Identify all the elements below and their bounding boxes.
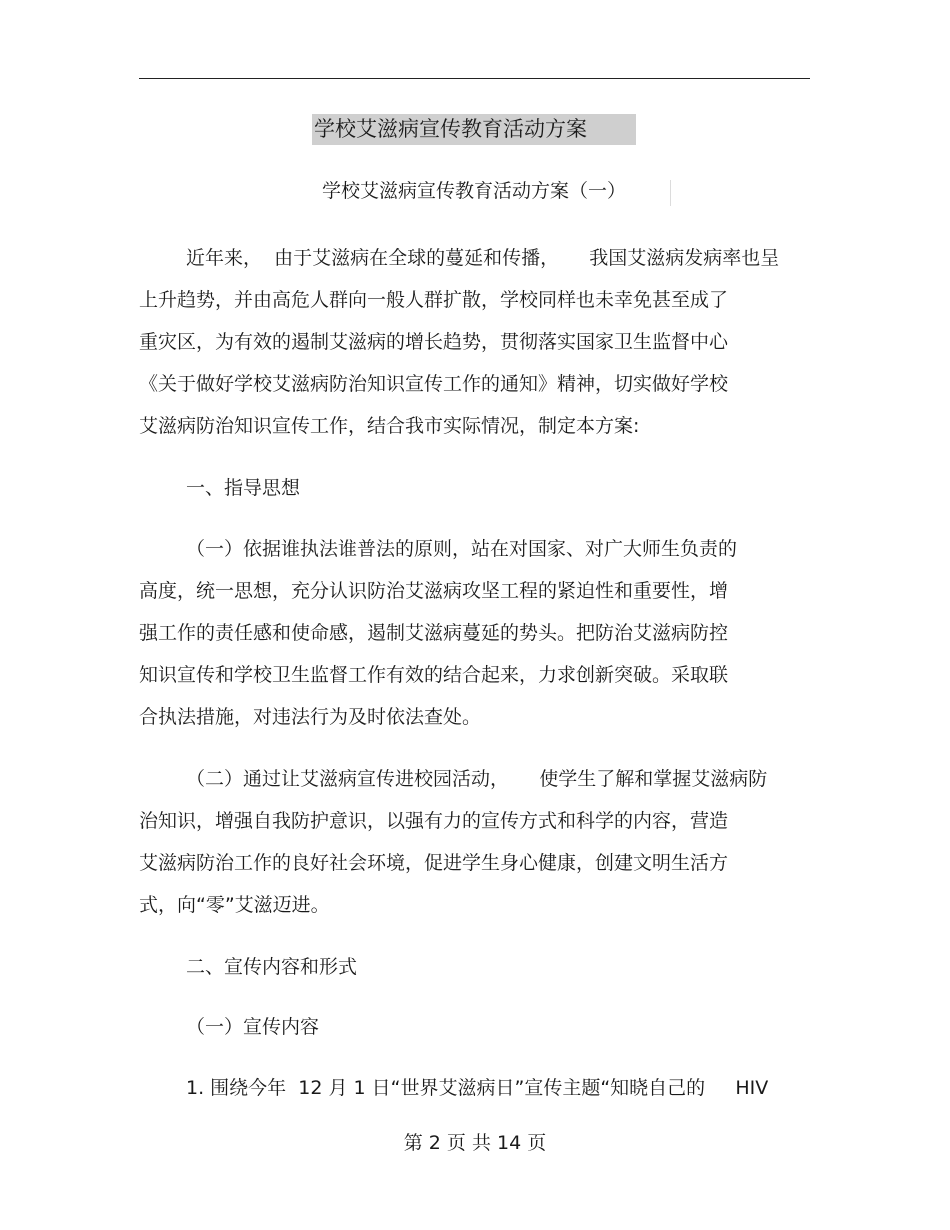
body-line: 艾滋病防治工作的良好社会环境，促进学生身心健康，创建文明生活方 [139,852,729,874]
body-line: 艾滋病防治知识宣传工作，结合我市实际情况，制定本方案: [139,415,640,437]
body-line: 1. 围绕今年 12 月 1 日“世界艾滋病日”宣传主题“知晓自己的 HIV [186,1077,769,1099]
document-subtitle: 学校艾滋病宣传教育活动方案（一） [322,180,627,202]
body-line: 《关于做好学校艾滋病防治知识宣传工作的通知》精神，切实做好学校 [139,373,729,395]
body-line: 合执法措施，对违法行为及时依法查处。 [139,706,482,728]
header-rule [139,78,810,79]
body-line: 重灾区，为有效的遏制艾滋病的增长趋势，贯彻落实国家卫生监督中心 [139,331,729,353]
body-line: （一）依据谁执法谁普法的原则，站在对国家、对广大师生负责的 [186,538,738,560]
body-line: 强工作的责任感和使命感，遏制艾滋病蔓延的势头。把防治艾滋病防控 [139,622,729,644]
body-line: 式，向“零”艾滋迈进。 [139,894,330,916]
body-line: 上升趋势，并由高危人群向一般人群扩散，学校同样也未幸免甚至成了 [139,289,729,311]
subtitle-divider [670,180,671,206]
page-footer: 第 2 页 共 14 页 [403,1132,547,1154]
body-line: 知识宣传和学校卫生监督工作有效的结合起来，力求创新突破。采取联 [139,664,729,686]
subsection-heading: （一）宣传内容 [186,1016,320,1038]
body-line: 高度，统一思想，充分认识防治艾滋病攻坚工程的紧迫性和重要性，增 [139,580,729,602]
body-line: 治知识，增强自我防护意识，以强有力的宣传方式和科学的内容，营造 [139,810,729,832]
body-line: （二）通过让艾滋病宣传进校园活动， 使学生了解和掌握艾滋病防 [186,768,768,790]
body-line: 近年来， 由于艾滋病在全球的蔓延和传播， 我国艾滋病发病率也呈 [186,247,780,269]
section-heading: 二、宣传内容和形式 [186,956,358,978]
section-heading: 一、指导思想 [186,477,301,499]
document-title: 学校艾滋病宣传教育活动方案 [312,114,636,145]
